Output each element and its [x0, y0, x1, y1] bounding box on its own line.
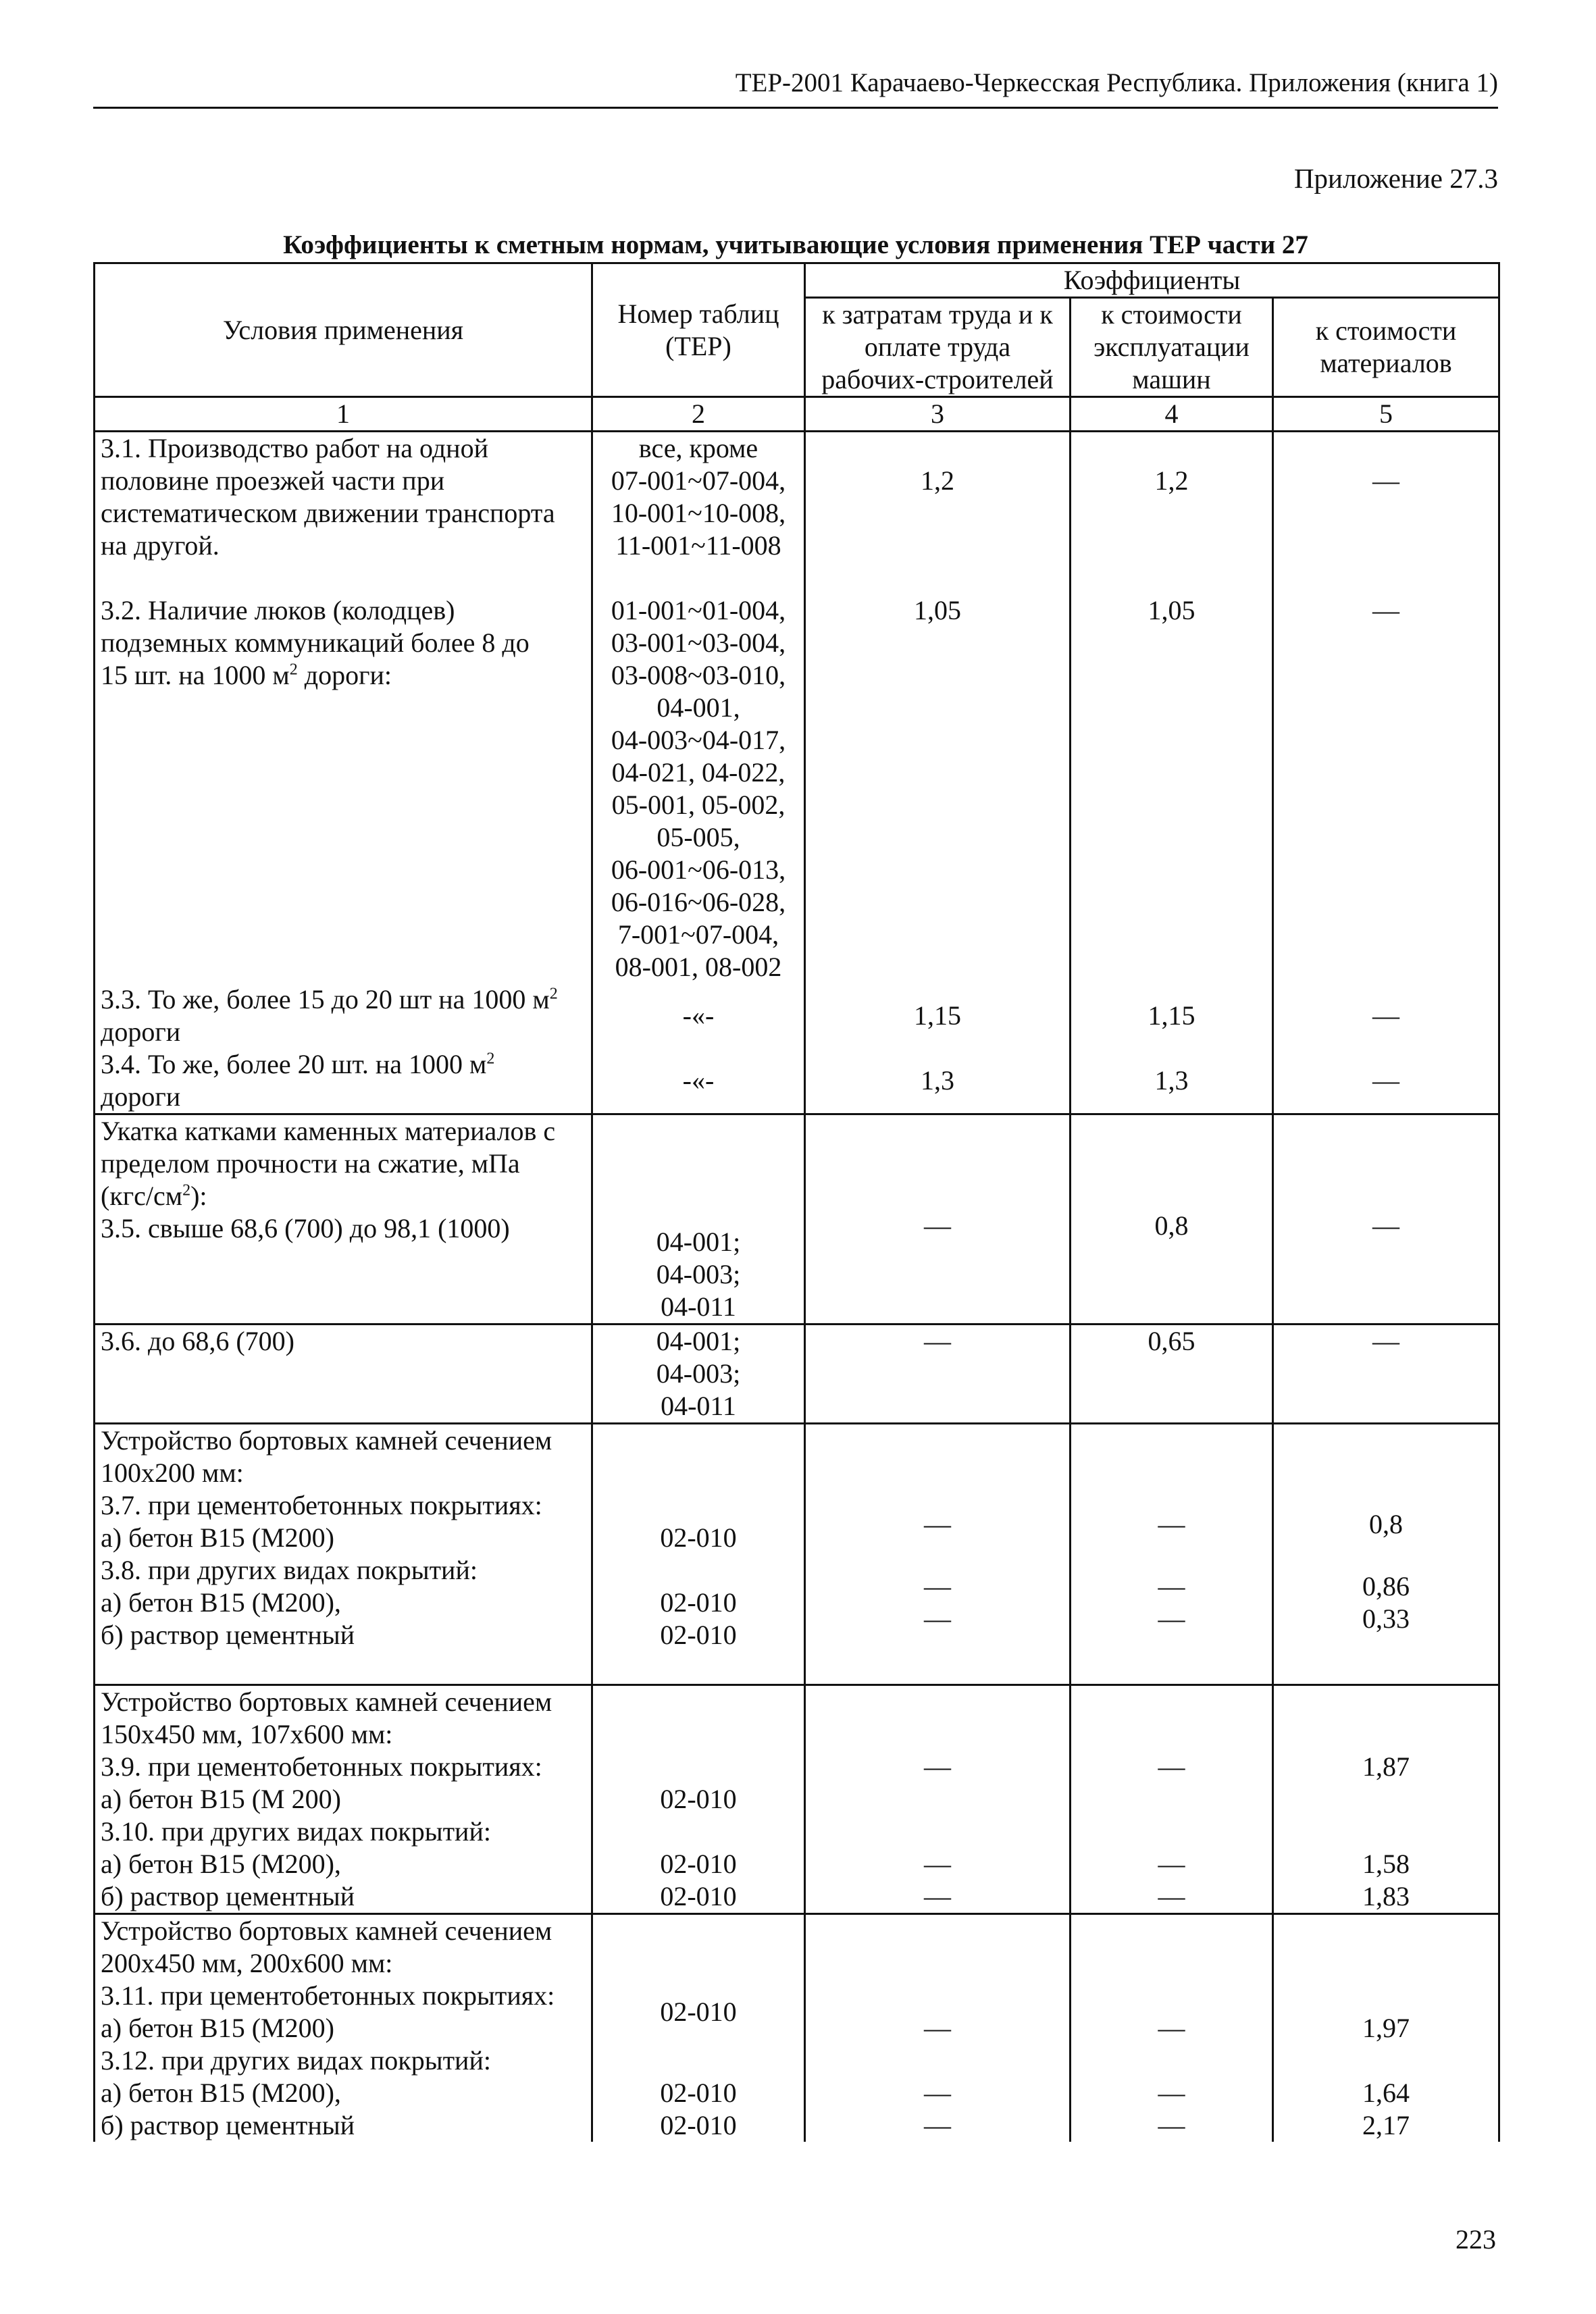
condition-text: а) бетон В15 (М200),: [101, 1587, 341, 1618]
materials-value: 0,33: [1362, 1603, 1410, 1634]
table-row-curb-200x450: [95, 1914, 1499, 2142]
table-number: 02-010: [660, 1784, 737, 1814]
col-number-1: 1: [95, 397, 592, 432]
table-number: 11-001~11-008: [615, 530, 781, 561]
table-number: 05-005,: [657, 822, 740, 852]
condition-text: б) раствор цементный: [101, 1881, 355, 1911]
condition-text: систематическом движении транспорта: [101, 498, 555, 528]
condition-cell: [95, 1048, 592, 1114]
condition-text: [101, 659, 586, 692]
table-number: 10-001~10-008,: [611, 498, 786, 528]
labor-coef: 1,3: [805, 1048, 1071, 1114]
machines-value: —: [1158, 1881, 1185, 1911]
labor-coef: 1,15: [805, 983, 1071, 1048]
labor-value: —: [924, 2110, 951, 2140]
tables-cell: [592, 1424, 805, 1685]
condition-text: а) бетон В15 (М200): [101, 1522, 334, 1553]
labor-value: —: [924, 1509, 951, 1539]
condition-text: 3.7. при цементобетонных покрытиях:: [101, 1490, 542, 1520]
labor-value: —: [924, 1603, 951, 1634]
materials-value: 0,86: [1362, 1571, 1410, 1601]
tables-cell: -«-: [592, 1048, 805, 1114]
machines-coef: [1071, 1914, 1273, 2142]
condition-text: Устройство бортовых камней сечением: [101, 1916, 552, 1946]
condition-text: дороги: [101, 1081, 181, 1112]
materials-value: 1,58: [1362, 1849, 1410, 1879]
condition-text: 3.1. Производство работ на одной: [101, 433, 488, 463]
machines-coef: 0,65: [1071, 1325, 1273, 1424]
condition-text: подземных коммуникаций более 8 до: [101, 627, 530, 658]
table-number: 02-010: [660, 1587, 737, 1618]
machines-value: —: [1158, 1751, 1185, 1782]
col-number-4: 4: [1071, 397, 1273, 432]
tables-cell: [592, 1914, 805, 2142]
table-number: 04-001,: [657, 692, 740, 723]
condition-cell: [95, 983, 592, 1048]
col-number-3: 3: [805, 397, 1071, 432]
table-number: 04-003;: [656, 1259, 741, 1289]
labor-value: —: [924, 2078, 951, 2108]
labor-coef: —: [805, 1114, 1071, 1325]
table-number: 06-016~06-028,: [611, 887, 786, 917]
col-materials-header: к стоимости материалов: [1273, 298, 1499, 397]
condition-text: 100х200 мм:: [101, 1458, 244, 1488]
table-row-3-4: [95, 1048, 1499, 1114]
running-header: [93, 68, 1498, 109]
machines-value: —: [1158, 1509, 1185, 1539]
condition-text: пределом прочности на сжатие, мПа: [101, 1148, 520, 1179]
condition-cell: [95, 1114, 592, 1325]
materials-coef: —: [1273, 432, 1499, 595]
table-number: 08-001, 08-002: [615, 952, 782, 982]
col-machines-header: к стоимости эксплуатации машин: [1071, 298, 1273, 397]
labor-coef: 1,05: [805, 594, 1071, 983]
header-title: ТЕР-2001 Карачаево-Черкесская Республика. Приложения (книга 1): [735, 68, 1498, 97]
condition-text: б) раствор цементный: [101, 1620, 355, 1650]
materials-coef: —: [1273, 1048, 1499, 1114]
machines-coef: 1,3: [1071, 1048, 1273, 1114]
col-labor-header: к затратам труда и к оплате труда рабочих-строителей: [805, 298, 1071, 397]
condition-text-part: 15 шт. на 1000 м: [101, 660, 290, 690]
condition-text: а) бетон В15 (М200),: [101, 2078, 341, 2108]
condition-text-part: 3.4. То же, более 20 шт. на 1000 м: [101, 1049, 487, 1079]
table-number: 04-003~04-017,: [611, 725, 786, 755]
condition-text: Устройство бортовых камней сечением: [101, 1425, 552, 1456]
condition-text: 3.5. свыше 68,6 (700) до 98,1 (1000): [101, 1213, 510, 1243]
table-number: 02-010: [660, 1620, 737, 1650]
table-row-3-2: [95, 594, 1499, 983]
condition-text: а) бетон В15 (М200): [101, 2013, 334, 2043]
condition-text: дороги: [101, 1017, 181, 1047]
condition-text: 3.10. при других видах покрытий:: [101, 1816, 491, 1847]
condition-text: 3.9. при цементобетонных покрытиях:: [101, 1751, 542, 1782]
condition-text: [101, 1048, 586, 1081]
table-row-3-6: [95, 1325, 1499, 1424]
table-number: все, кроме: [638, 433, 758, 463]
table-number: 7-001~07-004,: [617, 919, 779, 950]
machines-value: —: [1158, 2110, 1185, 2140]
machines-value: —: [1158, 2013, 1185, 2043]
superscript: 2: [182, 1181, 191, 1200]
materials-value: 0,8: [1369, 1509, 1403, 1539]
table-number: 07-001~07-004,: [611, 465, 786, 496]
col-number-2: 2: [592, 397, 805, 432]
materials-coef: —: [1273, 594, 1499, 983]
condition-text: 3.11. при цементобетонных покрытиях:: [101, 1980, 555, 2011]
labor-value: —: [924, 1571, 951, 1601]
superscript: 2: [289, 661, 298, 679]
table-number: 04-001;: [656, 1227, 741, 1257]
tables-cell: -«-: [592, 983, 805, 1048]
table-number: 04-003;: [656, 1358, 741, 1389]
materials-coef: [1273, 1914, 1499, 2142]
table-number: 04-001;: [656, 1326, 741, 1356]
table-number: 03-001~03-004,: [611, 627, 786, 658]
condition-text: а) бетон В15 (М 200): [101, 1784, 341, 1814]
materials-coef: —: [1273, 1325, 1499, 1424]
labor-coef: [805, 1424, 1071, 1685]
materials-coef: [1273, 1685, 1499, 1914]
table-row-3-1: [95, 432, 1499, 595]
machines-value: —: [1158, 2078, 1185, 2108]
condition-text-part: 3.3. То же, более 15 до 20 шт на 1000 м: [101, 984, 550, 1014]
column-numbers-row: [95, 397, 1499, 432]
table-row-curb-150x450: [95, 1685, 1499, 1914]
machines-coef: 0,8: [1071, 1114, 1273, 1325]
tables-cell: [592, 1114, 805, 1325]
machines-coef: 1,15: [1071, 983, 1273, 1048]
table-number: 02-010: [660, 1522, 737, 1553]
condition-text: а) бетон В15 (М200),: [101, 1849, 341, 1879]
condition-text-part: дороги:: [297, 660, 392, 690]
tables-cell: [592, 1685, 805, 1914]
appendix-label: Приложение 27.3: [1293, 163, 1498, 194]
condition-cell: [95, 1424, 592, 1685]
materials-coef: —: [1273, 983, 1499, 1048]
condition-text: [101, 983, 586, 1016]
condition-text: б) раствор цементный: [101, 2110, 355, 2140]
table-row-3-3: [95, 983, 1499, 1048]
condition-text: 3.8. при других видах покрытий:: [101, 1555, 478, 1585]
condition-cell: 3.6. до 68,6 (700): [95, 1325, 592, 1424]
table-number: 04-011: [661, 1391, 736, 1421]
condition-text: Устройство бортовых камней сечением: [101, 1687, 552, 1717]
materials-value: 1,97: [1362, 2013, 1410, 2043]
condition-cell: [95, 1914, 592, 2142]
tables-cell: [592, 594, 805, 983]
table-number: 02-010: [660, 1997, 737, 2027]
page-number: 223: [1456, 2224, 1496, 2255]
condition-text: Укатка катками каменных материалов с: [101, 1116, 556, 1146]
materials-coef: [1273, 1424, 1499, 1685]
machines-value: —: [1158, 1849, 1185, 1879]
labor-coef: —: [805, 1325, 1071, 1424]
superscript: 2: [486, 1050, 495, 1068]
table-number: 02-010: [660, 2110, 737, 2140]
table-number: 06-001~06-013,: [611, 854, 786, 885]
condition-text-part: ):: [190, 1181, 207, 1211]
labor-coef: [805, 1685, 1071, 1914]
materials-coef: —: [1273, 1114, 1499, 1325]
labor-value: —: [924, 2013, 951, 2043]
condition-cell: [95, 594, 592, 983]
coefficients-table: [93, 262, 1500, 2142]
machines-value: —: [1158, 1571, 1185, 1601]
machines-coef: [1071, 1685, 1273, 1914]
col-tables-header: Номер таблиц (ТЕР): [592, 263, 805, 397]
condition-cell: [95, 1685, 592, 1914]
table-number: 04-021, 04-022,: [611, 757, 786, 788]
table-number: 02-010: [660, 1881, 737, 1911]
table-number: 04-011: [661, 1291, 736, 1322]
table-title: Коэффициенты к сметным нормам, учитывающие условия применения ТЕР части 27: [283, 230, 1308, 259]
superscript: 2: [549, 985, 558, 1003]
table-number: 05-001, 05-002,: [611, 790, 786, 820]
condition-text-part: (кгс/см: [101, 1181, 183, 1211]
labor-value: —: [924, 1849, 951, 1879]
table-row-curb-100x200: [95, 1424, 1499, 1685]
tables-cell: [592, 1325, 805, 1424]
materials-value: 2,17: [1362, 2110, 1410, 2140]
col-conditions-header: Условия применения: [95, 263, 592, 397]
condition-text: на другой.: [101, 530, 220, 561]
machines-coef: [1071, 1424, 1273, 1685]
labor-coef: [805, 1914, 1071, 2142]
table-row-3-5: [95, 1114, 1499, 1325]
col-coefficients-header: Коэффициенты: [805, 263, 1499, 298]
condition-text: 3.2. Наличие люков (колодцев): [101, 595, 455, 625]
materials-value: 1,87: [1362, 1751, 1410, 1782]
header-row-1: [95, 263, 1499, 298]
table-number: 02-010: [660, 1849, 737, 1879]
labor-value: —: [924, 1881, 951, 1911]
tables-cell: [592, 432, 805, 595]
condition-text: половине проезжей части при: [101, 465, 445, 496]
table-number: 02-010: [660, 2078, 737, 2108]
col-number-5: 5: [1273, 397, 1499, 432]
condition-text: 200х450 мм, 200х600 мм:: [101, 1948, 393, 1978]
machines-value: —: [1158, 1603, 1185, 1634]
table-number: 03-008~03-010,: [611, 660, 786, 690]
condition-cell: [95, 432, 592, 595]
condition-text: 3.12. при других видах покрытий:: [101, 2045, 491, 2076]
table-number: 01-001~01-004,: [611, 595, 786, 625]
labor-coef: 1,2: [805, 432, 1071, 595]
machines-coef: 1,2: [1071, 432, 1273, 595]
materials-value: 1,83: [1362, 1881, 1410, 1911]
labor-value: —: [924, 1751, 951, 1782]
condition-text: [101, 1180, 586, 1212]
condition-text: 150х450 мм, 107х600 мм:: [101, 1719, 393, 1749]
materials-value: 1,64: [1362, 2078, 1410, 2108]
machines-coef: 1,05: [1071, 594, 1273, 983]
